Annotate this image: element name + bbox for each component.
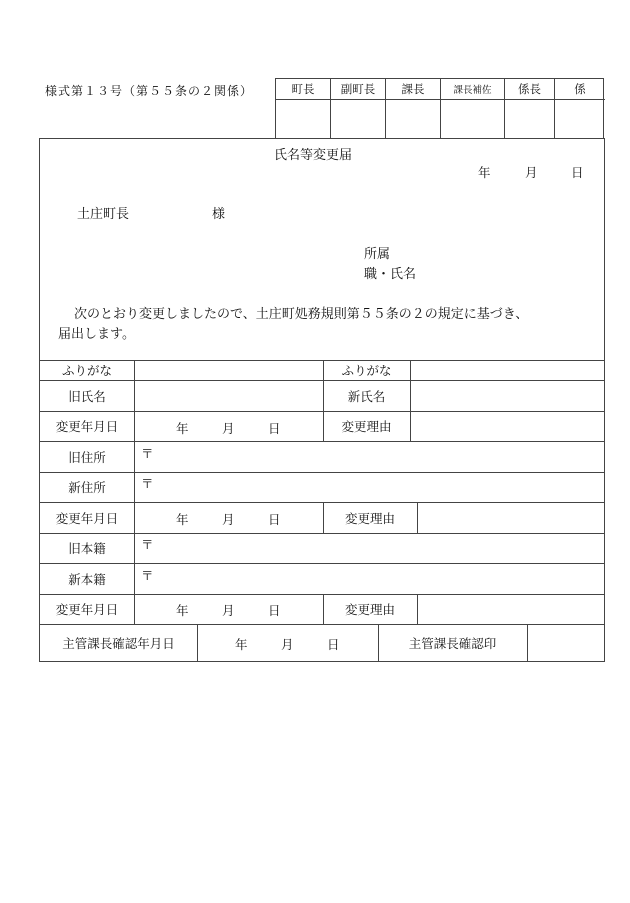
col-divider [197, 624, 198, 661]
approval-label-assistant-chief: 課長補佐 [441, 79, 504, 100]
notice-date-day: 日 [571, 165, 584, 180]
notice-body-line1: 次のとおり変更しましたので、土庄町処務規則第５５条の２の規定に基づき、 [74, 307, 529, 322]
postal-mark: 〒 [141, 537, 154, 552]
approval-column-mayor [276, 79, 331, 138]
confirm-date-day: 日 [327, 637, 340, 652]
change-date-month: 月 [222, 603, 235, 618]
approval-column-staff [555, 79, 605, 138]
manager-confirm-date-label: 主管課長確認年月日 [62, 635, 175, 651]
change-reason-label: 変更理由 [344, 510, 395, 526]
old-domicile-label: 旧本籍 [68, 541, 106, 556]
approval-stamp-grid [275, 78, 604, 139]
change-date-day: 日 [268, 603, 281, 618]
position-name-label: 職・氏名 [364, 267, 417, 282]
col-divider [417, 502, 418, 533]
form-title: 氏名等変更届 [274, 148, 353, 163]
approval-column-subsection-chief [505, 79, 555, 138]
notice-form [39, 138, 605, 662]
notice-date-month: 月 [525, 165, 538, 180]
change-date-label: 変更年月日 [55, 602, 119, 617]
postal-mark: 〒 [141, 446, 154, 461]
change-date-year: 年 [176, 512, 189, 527]
approval-label-section-chief: 課長 [386, 79, 440, 100]
notice-date-year: 年 [478, 165, 491, 180]
addressee-honorific: 様 [212, 207, 226, 222]
col-divider [417, 594, 418, 624]
change-date-label: 変更年月日 [55, 510, 119, 526]
approval-column-deputy-mayor [331, 79, 386, 138]
change-date-day: 日 [268, 512, 281, 527]
form-number: 様式第１３号（第５５条の２関係） [45, 84, 254, 98]
new-domicile-label: 新本籍 [68, 571, 106, 587]
confirm-date-year: 年 [235, 637, 248, 652]
col-divider [134, 360, 135, 624]
approval-label-mayor: 町長 [276, 79, 330, 100]
postal-mark: 〒 [141, 568, 154, 583]
postal-mark: 〒 [141, 476, 154, 491]
old-address-label: 旧住所 [68, 449, 106, 465]
change-date-month: 月 [222, 421, 235, 436]
new-name-label: 新氏名 [347, 388, 386, 404]
approval-label-subsection-chief: 係長 [505, 79, 554, 100]
change-date-year: 年 [176, 603, 189, 618]
manager-confirm-seal-label: 主管課長確認印 [408, 635, 497, 651]
notice-body-line2: 届出します。 [58, 327, 135, 342]
col-divider [410, 360, 411, 441]
change-reason-label: 変更理由 [341, 419, 392, 434]
furigana-label-new: ふりがな [341, 363, 392, 378]
affiliation-label: 所属 [364, 247, 391, 262]
approval-label-deputy-mayor: 副町長 [331, 79, 385, 100]
approval-column-section-chief [386, 79, 441, 138]
col-divider [527, 624, 528, 661]
old-name-label: 旧氏名 [68, 388, 106, 404]
confirm-date-month: 月 [281, 637, 294, 652]
approval-column-assistant-chief [441, 79, 505, 138]
change-date-day: 日 [268, 421, 281, 436]
addressee: 土庄町長 [77, 207, 130, 222]
furigana-label-old: ふりがな [61, 363, 112, 378]
change-date-label: 変更年月日 [55, 419, 119, 434]
approval-label-staff: 係 [555, 79, 605, 100]
change-reason-label: 変更理由 [344, 602, 395, 617]
change-date-year: 年 [176, 421, 189, 436]
new-address-label: 新住所 [68, 480, 106, 495]
change-date-month: 月 [222, 512, 235, 527]
